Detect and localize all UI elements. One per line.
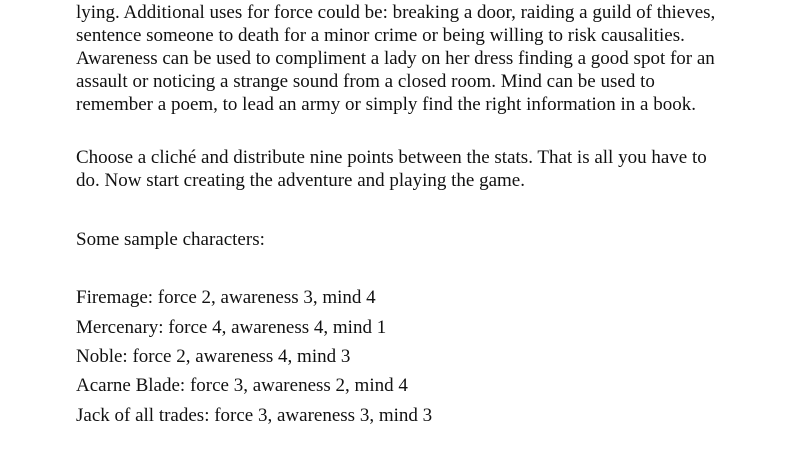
paragraph-line: do. Now start creating the adventure and playing the game. <box>76 170 525 191</box>
samples-heading: Some sample characters: <box>76 229 265 250</box>
sample-character-item: Mercenary: force 4, awareness 4, mind 1 <box>76 317 387 338</box>
instructions-paragraph <box>76 146 736 192</box>
paragraph-line: assault or noticing a strange sound from a closed room. Mind can be used to <box>76 71 655 92</box>
paragraph-line: Choose a cliché and distribute nine points between the stats. That is all you have to <box>76 147 707 168</box>
paragraph-line: sentence someone to death for a minor crime or being willing to risk causalities. <box>76 25 685 46</box>
rules-paragraph <box>76 1 736 116</box>
sample-character-item: Jack of all trades: force 3, awareness 3, mind 3 <box>76 405 433 426</box>
sample-character-item: Firemage: force 2, awareness 3, mind 4 <box>76 287 376 308</box>
sample-character-item: Acarne Blade: force 3, awareness 2, mind 4 <box>76 375 408 396</box>
paragraph-line: lying. Additional uses for force could be: breaking a door, raiding a guild of thieves, <box>76 2 716 23</box>
paragraph-line: Awareness can be used to compliment a lady on her dress finding a good spot for an <box>76 48 715 69</box>
sample-character-item: Noble: force 2, awareness 4, mind 3 <box>76 346 351 367</box>
paragraph-line: remember a poem, to lead an army or simply find the right information in a book. <box>76 94 696 115</box>
